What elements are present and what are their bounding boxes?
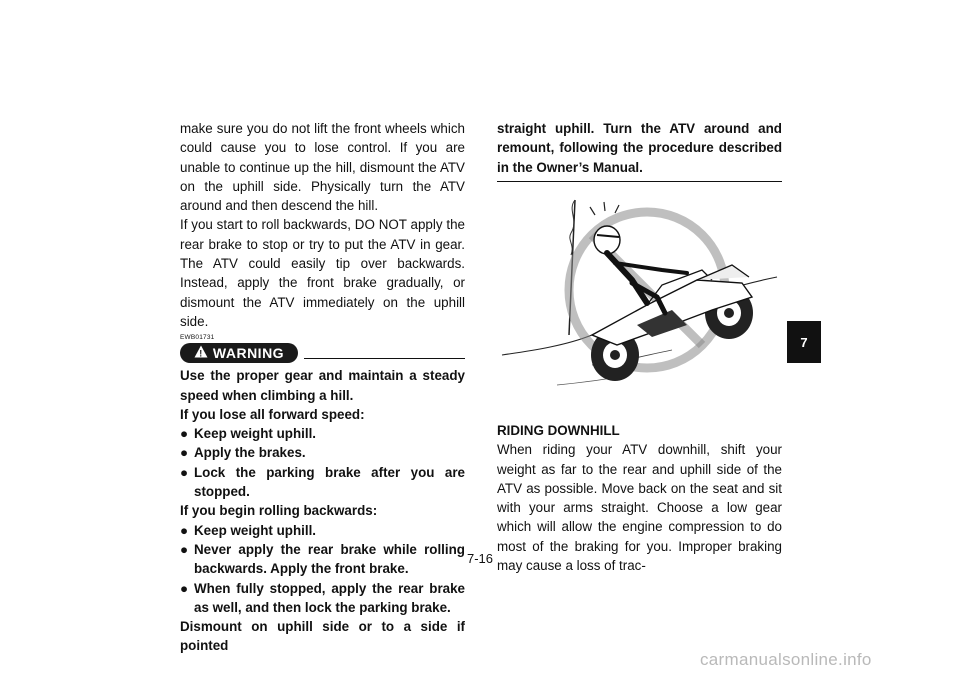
- bullet-text: Never apply the rear brake while rolling backwards. Apply the front brake.: [194, 541, 465, 577]
- warning-label: WARNING: [212, 344, 285, 361]
- warning-text-continued: straight uphill. Turn the ATV around and remount, following the procedure described in the Owner’s Manual.: [497, 121, 782, 175]
- warning-badge: [180, 343, 298, 363]
- atv-tipping-illustration: [497, 185, 782, 415]
- paragraph-continue-uphill: make sure you do not lift the front wheels which could cause you to lose control. If you are unable to continue up the hill, dismount the ATV on the uphill side. Physically turn the ATV around and then descend the hill.: [180, 121, 465, 214]
- right-column: [497, 119, 782, 182]
- warning-subhead-forward: If you lose all forward speed:: [180, 406, 365, 422]
- bullet-dot: ●: [180, 445, 189, 461]
- watermark: carmanualsonline.info: [700, 650, 872, 669]
- bullet-item: [180, 443, 465, 462]
- downhill-section: [497, 421, 782, 575]
- warning-text-dismount: Dismount on uphill side or to a side if pointed: [180, 619, 465, 654]
- warning-code: EWB01731: [180, 334, 215, 342]
- bullet-item: [180, 463, 465, 502]
- page-number: 7-16: [466, 551, 494, 566]
- bullet-dot: ●: [180, 522, 189, 538]
- warning-text-gear: Use the proper gear and maintain a steady speed when climbing a hill.: [180, 368, 465, 403]
- left-column: [180, 119, 465, 656]
- bullet-item: [180, 521, 465, 540]
- warning-end-rule: [497, 181, 782, 182]
- bullet-item: [180, 424, 465, 443]
- bullet-dot: ●: [180, 580, 189, 596]
- warning-subhead-backwards: If you begin rolling backwards:: [180, 503, 378, 519]
- bullet-item: [180, 540, 465, 579]
- paragraph-downhill: When riding your ATV downhill, shift your weight as far to the rear and uphill side of the ATV as possible. Move back on the seat and sit with your arms straight. Choose a low gear which will allow the engine compression to do most of the braking for you. Improper braking may cause a loss of trac-: [497, 442, 782, 574]
- section-heading: RIDING DOWNHILL: [497, 423, 620, 438]
- bullet-text: Lock the parking brake after you are stopped.: [194, 464, 465, 500]
- warning-rule: [304, 348, 465, 359]
- bullet-item: [180, 579, 465, 618]
- warning-exclamation: !: [199, 347, 203, 358]
- paragraph-rolling-backwards: If you start to roll backwards, DO NOT apply the rear brake to stop or try to put the ATV in gear. The ATV could easily tip over backwards. Instead, apply the front brake gradually, or dismount the ATV immediately on the uphill side.: [180, 217, 465, 329]
- bullet-text: Apply the brakes.: [194, 445, 306, 461]
- bullet-dot: ●: [180, 541, 189, 557]
- bullet-dot: ●: [180, 426, 189, 442]
- bullet-text: Keep weight uphill.: [194, 522, 317, 538]
- chapter-tab: 7: [787, 321, 821, 363]
- bullet-dot: ●: [180, 464, 189, 480]
- bullet-text: When fully stopped, apply the rear brake as well, and then lock the parking brake.: [194, 580, 465, 615]
- warning-triangle-icon: [194, 344, 208, 363]
- bullet-text: Keep weight uphill.: [194, 426, 317, 442]
- warning-header: [180, 343, 465, 363]
